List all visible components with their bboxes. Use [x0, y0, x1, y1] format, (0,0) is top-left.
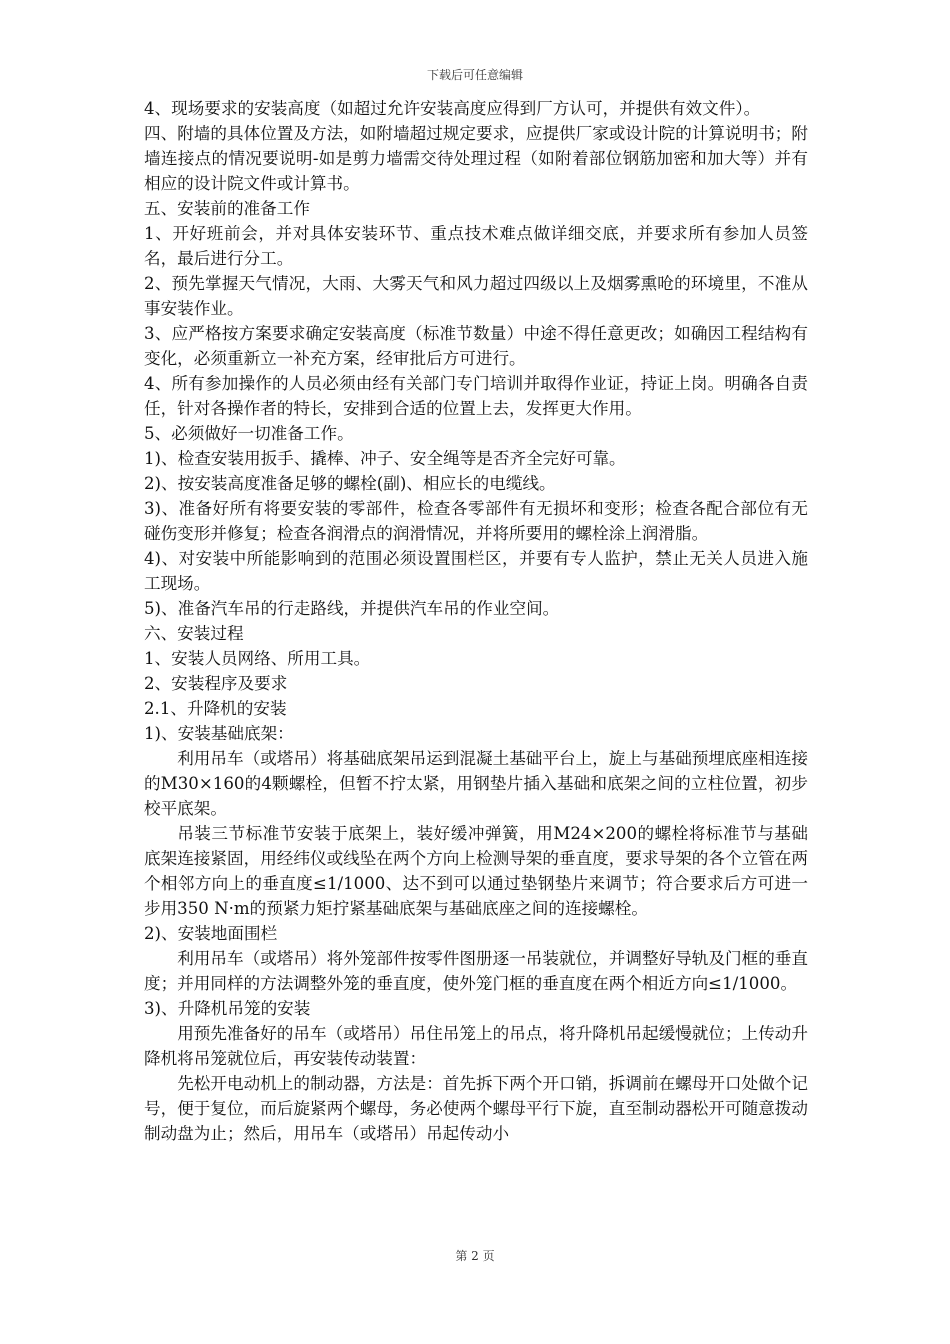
- paragraph: 3)、准备好所有将要安装的零部件，检查各零部件有无损坏和变形；检查各配合部位有无碰伤变形并修复；检查各润滑点的润滑情况，并将所要用的螺栓涂上润滑脂。: [144, 499, 808, 543]
- paragraph: 2、预先掌握天气情况，大雨、大雾天气和风力超过四级以上及烟雾熏呛的环境里，不准从事安装作业。: [144, 274, 808, 318]
- paragraph: 5、必须做好一切准备工作。: [144, 424, 354, 443]
- paragraph: 2)、安装地面围栏: [144, 924, 278, 943]
- paragraph: 4、所有参加操作的人员必须由经有关部门专门培训并取得作业证，持证上岗。明确各自责任，针对各操作者的特长，安排到合适的位置上去，发挥更大作用。: [144, 374, 808, 418]
- paragraph: 2)、按安装高度准备足够的螺栓(副)、相应长的电缆线。: [144, 474, 556, 493]
- paragraph: 3)、升降机吊笼的安装: [144, 999, 311, 1018]
- paragraph: 利用吊车（或塔吊）将外笼部件按零件图册逐一吊装就位，并调整好导轨及门框的垂直度；并用同样的方法调整外笼的垂直度，使外笼门框的垂直度在两个相近方向≤1/1000。: [144, 949, 808, 993]
- paragraph: 先松开电动机上的制动器，方法是：首先拆下两个开口销，拆调前在螺母开口处做个记号，便于复位，而后旋紧两个螺母，务必使两个螺母平行下旋，直至制动器松开可随意拨动制动盘为止；然后，用吊车（或塔吊）吊起传动小: [144, 1074, 808, 1143]
- paragraph: 吊装三节标准节安装于底架上，装好缓冲弹簧，用M24×200的螺栓将标准节与基础底架连接紧固，用经纬仪或线坠在两个方向上检测导架的垂直度，要求导架的各个立管在两个相邻方向上的垂直度≤1/1000、达不到可以通过垫钢垫片来调节；符合要求后方可进一步用350 N·m的预紧力矩拧紧基础底架与基础底座之间的连接螺栓。: [144, 824, 808, 918]
- section-heading: 五、安装前的准备工作: [144, 199, 310, 218]
- paragraph: 用预先准备好的吊车（或塔吊）吊住吊笼上的吊点，将升降机吊起缓慢就位；上传动升降机将吊笼就位后，再安装传动装置：: [144, 1024, 808, 1068]
- paragraph: 1、开好班前会，并对具体安装环节、重点技术难点做详细交底，并要求所有参加人员签名，最后进行分工。: [144, 224, 808, 268]
- paragraph: 3、应严格按方案要求确定安装高度（标准节数量）中途不得任意更改；如确因工程结构有变化，必须重新立一补充方案，经审批后方可进行。: [144, 324, 808, 368]
- subsection-heading: 2.1、升降机的安装: [144, 699, 287, 718]
- paragraph: 1)、安装基础底架：: [144, 724, 294, 743]
- paragraph: 1、安装人员网络、所用工具。: [144, 649, 371, 668]
- document-body: [144, 96, 808, 1146]
- paragraph: 5)、准备汽车吊的行走路线，并提供汽车吊的作业空间。: [144, 599, 560, 618]
- paragraph: 4、现场要求的安装高度（如超过允许安装高度应得到厂方认可，并提供有效文件）。: [144, 99, 761, 118]
- paragraph: 4)、对安装中所能影响到的范围必须设置围栏区，并要有专人监护，禁止无关人员进入施工现场。: [144, 549, 808, 593]
- page-header: 下载后可任意编辑: [426, 68, 523, 82]
- paragraph: 2、安装程序及要求: [144, 674, 288, 693]
- paragraph: 1)、检查安装用扳手、撬棒、冲子、安全绳等是否齐全完好可靠。: [144, 449, 626, 468]
- section-heading: 六、安装过程: [144, 624, 244, 643]
- page-footer: 第 2 页: [455, 1249, 495, 1263]
- paragraph: 利用吊车（或塔吊）将基础底架吊运到混凝土基础平台上，旋上与基础预埋底座相连接的M30×160的4颗螺栓，但暂不拧太紧，用钢垫片插入基础和底架之间的立柱位置，初步校平底架。: [144, 749, 808, 818]
- paragraph: 四、附墙的具体位置及方法，如附墙超过规定要求，应提供厂家或设计院的计算说明书；附墙连接点的情况要说明-如是剪力墙需交待处理过程（如附着部位钢筋加密和加大等）并有相应的设计院文件或计算书。: [144, 124, 808, 193]
